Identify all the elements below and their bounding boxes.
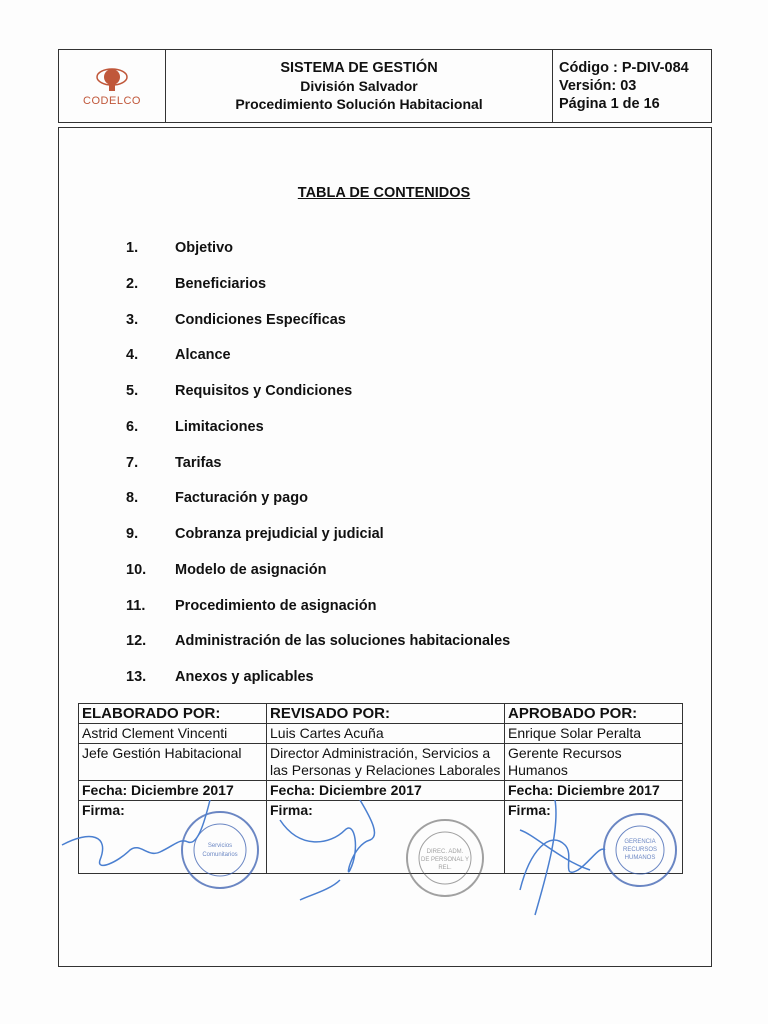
toc-item-number: 12.: [126, 633, 147, 649]
signature-heading-row: [79, 704, 683, 724]
system-title: SISTEMA DE GESTIÓN: [280, 60, 438, 76]
toc-item-number: 10.: [126, 562, 147, 578]
svg-text:Servicios: Servicios: [207, 843, 233, 849]
revisado-role: Director Administración, Servicios a las Personas y Relaciones Laborales: [267, 744, 505, 781]
toc-item-number: 4.: [126, 347, 139, 363]
toc-title: TABLA DE CONTENIDOS: [297, 185, 471, 201]
svg-text:DE PERSONAL Y: DE PERSONAL Y: [420, 857, 470, 863]
toc-item-label: Anexos y aplicables: [175, 669, 314, 685]
procedure-title: Procedimiento Solución Habitacional: [235, 96, 483, 112]
svg-text:RECURSOS: RECURSOS: [622, 847, 658, 853]
svg-text:REL.: REL.: [438, 865, 452, 871]
toc-item-label: Tarifas: [175, 455, 222, 471]
elaborado-heading: ELABORADO POR:: [79, 704, 267, 724]
aprobado-date: Fecha: Diciembre 2017: [505, 781, 683, 801]
toc-item-label: Requisitos y Condiciones: [175, 383, 353, 399]
toc-item: [126, 490, 308, 506]
toc-item-label: Cobranza prejudicial y judicial: [175, 526, 384, 542]
toc-item-number: 3.: [126, 312, 139, 328]
toc-item-number: 2.: [126, 276, 139, 292]
logo-text: CODELCO: [83, 95, 141, 107]
toc-item-number: 6.: [126, 419, 139, 435]
toc-item-label: Alcance: [175, 347, 231, 363]
toc-item: [126, 598, 376, 614]
toc-item-label: Limitaciones: [175, 419, 264, 435]
svg-text:HUMANOS: HUMANOS: [624, 855, 656, 861]
document-code: Código : P-DIV-084: [559, 60, 689, 76]
signature-role-row: [79, 744, 683, 781]
document-version: Versión: 03: [559, 78, 637, 94]
toc-item-label: Administración de las soluciones habitacionales: [175, 633, 511, 649]
svg-text:GERENCIA: GERENCIA: [624, 839, 656, 845]
toc-item: [126, 455, 221, 471]
toc-item-label: Objetivo: [175, 240, 234, 256]
toc-item-label: Facturación y pago: [175, 490, 308, 506]
toc-item: [126, 526, 384, 542]
toc-item-number: 11.: [126, 598, 146, 614]
toc-item-number: 5.: [126, 383, 139, 399]
toc-item-label: Procedimiento de asignación: [175, 598, 377, 614]
division-title: División Salvador: [300, 78, 418, 94]
toc-item: [126, 240, 233, 256]
toc-item-number: 7.: [126, 455, 139, 471]
aprobado-firma: Firma:: [505, 801, 683, 874]
signature-table: [78, 703, 683, 874]
elaborado-firma: Firma:: [79, 801, 267, 874]
toc-item: [126, 347, 231, 363]
toc-item: [126, 562, 326, 578]
revisado-firma: Firma:: [267, 801, 505, 874]
codelco-logo-icon: [95, 65, 129, 93]
signature-name-row: [79, 724, 683, 744]
toc-item-number: 1.: [126, 240, 139, 256]
header-title: [166, 50, 553, 122]
revisado-date: Fecha: Diciembre 2017: [267, 781, 505, 801]
toc-item: [126, 669, 314, 685]
svg-text:Comunitarios: Comunitarios: [202, 852, 238, 858]
document-header: [58, 49, 712, 123]
toc-item-label: Modelo de asignación: [175, 562, 327, 578]
toc-item-label: Beneficiarios: [175, 276, 267, 292]
signature-firma-row: [79, 801, 683, 874]
elaborado-date: Fecha: Diciembre 2017: [79, 781, 267, 801]
toc-item: [126, 383, 352, 399]
toc-item: [126, 312, 346, 328]
logo-cell: [59, 50, 166, 122]
toc-item-number: 13.: [126, 669, 147, 685]
toc-item: [126, 419, 264, 435]
aprobado-role: Gerente Recursos Humanos: [505, 744, 683, 781]
toc-item-number: 9.: [126, 526, 139, 542]
aprobado-name: Enrique Solar Peralta: [505, 724, 683, 744]
elaborado-role: Jefe Gestión Habitacional: [79, 744, 267, 781]
svg-text:DIREC. ADM.: DIREC. ADM.: [426, 849, 464, 855]
document-code-block: [553, 50, 711, 122]
revisado-name: Luis Cartes Acuña: [267, 724, 505, 744]
toc-item: [126, 276, 266, 292]
elaborado-name: Astrid Clement Vincenti: [79, 724, 267, 744]
signature-date-row: [79, 781, 683, 801]
aprobado-heading: APROBADO POR:: [505, 704, 683, 724]
page-number: Página 1 de 16: [559, 96, 660, 112]
revisado-heading: REVISADO POR:: [267, 704, 505, 724]
toc-item-number: 8.: [126, 490, 139, 506]
toc-item-label: Condiciones Específicas: [175, 312, 346, 328]
toc-item: [126, 633, 510, 649]
